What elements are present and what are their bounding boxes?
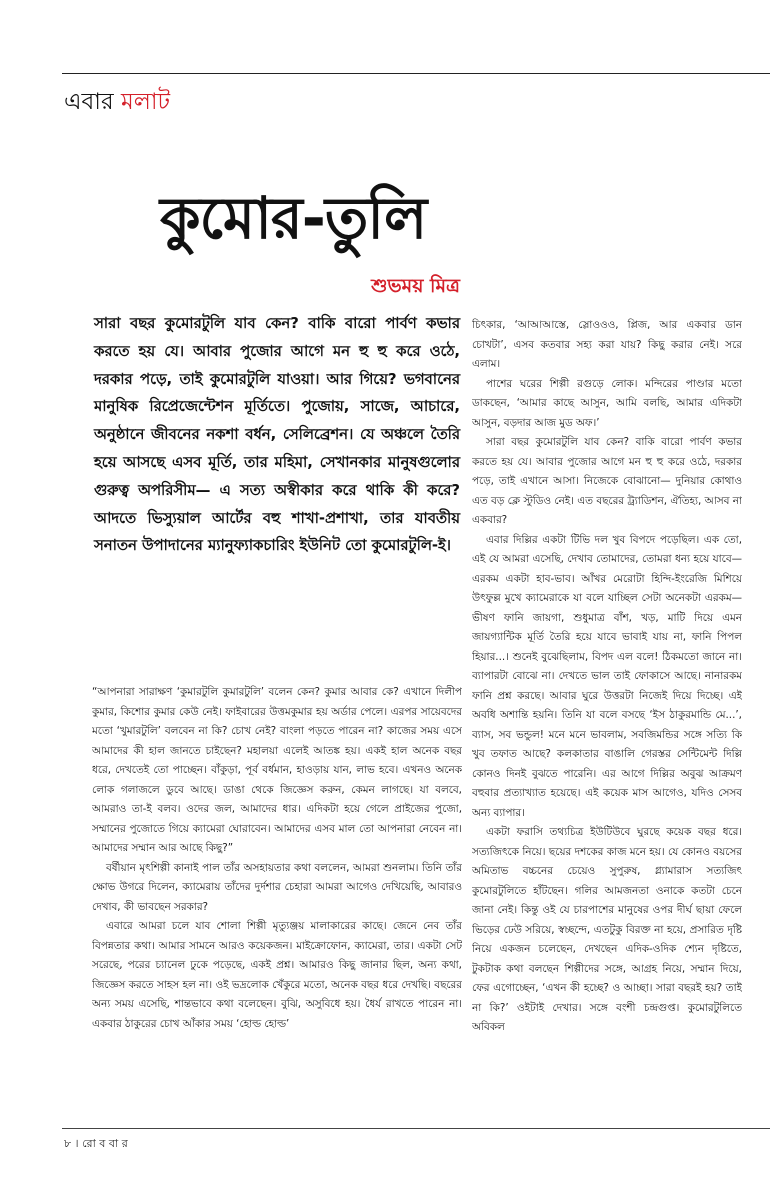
body-paragraph: এবারে আমরা চলে যাব শোলা শিল্পী মৃত্যুঞ্জয় মালাকারের কাছে। জেনে নেব তাঁর বিপন্নতার কথা। আমার সামনে আরও কয়েকজন। মাইক্রোফোন, ক্যামেরা, তার। একটা সেট সরেছে, পরের চ্যানেল ঢুকে পড়েছে, একই প্রশ্ন। আমারও কিছু জানার ছিল, অন্য কথা, জিজ্ঞেস করতে সাহস হল না। ওই ভদ্রলোক খেঁকুরে মতো, অনেক বছর ধরে দেখছি। বছরের অন্য সময় এসেছি, শান্তভাবে কথা বলেছেন। বুঝি, অসুবিধে হয়। ধৈর্য রাখতে পারেন না। একবার ঠাকুরের চোখ আঁকার সময় ‘হোল্ড হোল্ড’ bbox=[92, 920, 462, 1030]
section-label-word1: এবার bbox=[64, 89, 114, 115]
header-rule bbox=[62, 73, 770, 74]
article-title: কুমোর-তুলি bbox=[160, 184, 427, 252]
body-paragraph: পাশের ঘরের শিল্পী রগুড়ে লোক। মন্দিরের পাণ্ডার মতো ডাকছেন, ‘আমার কাছে আসুন, আমি বলছি, আমার এদিকটা আসুন, বড়দার আজ মুড অফ।’ bbox=[472, 377, 742, 429]
body-paragraph: চিৎকার, ‘আআআস্তে, স্লোওওও, প্লিজ, আর একবার ডান চোখটা’, এসব কতবার সহ্য করা যায়? কিছু করার নেই। সরে এলাম। bbox=[472, 319, 742, 370]
body-paragraph: একটা ফরাসি তথ্যচিত্র ইউটিউবে ঘুরছে কয়েক বছর ধরে। সত্যজিৎকে নিয়ে। ছয়ের দশকের কাজ মনে হয়। যে কোনও বয়সের অমিতাভ বচ্চনের চেয়েও সুপুরুষ, গ্ল্যামারাস সত্যজিৎ কুমোরটুলিতে হাঁটছেন। গলির আমজনতা ওনাকে কতটা চেনে জানা নেই। কিন্তু ওই যে চারপাশের মানুষের ওপর দীর্ঘ ছায়া ফেলে ভিড়ের ঢেউ সরিয়ে, স্বচ্ছন্দে, এতটুকু বিরক্ত না হয়ে, প্রসারিত দৃষ্টি নিয়ে একজন চলেছেন, দেখছেন এদিক-ওদিক শ্যেন দৃষ্টিতে, টুকটাক কথা বলছেন শিল্পীদের সঙ্গে, আগ্রহ নিয়ে, সম্মান দিয়ে, ফের এগোচ্ছেন, ‘এখন কী হচ্ছে? ও আচ্ছা। সারা বছরই হয়? তাই না কি?’ ওইটাই দেখার। সঙ্গে বংশী চন্দ্রগুপ্ত। কুমোরটুলিতে অবিকল bbox=[472, 826, 742, 1033]
body-paragraph: সারা বছর কুমোরটুলি যাব কেন? বাকি বারো পার্বণ কভার করতে হয় যে। আবার পুজোর আগে মন হু হু করে ওঠে, দরকার পড়ে, তাই এখানে আসা। নিজেকে বোঝানো— দুনিয়ার কোথাও এত বড় ক্লে স্টুডিও নেই। এত বছরের ট্র্যাডিশন, ঐতিহ্য, আসব না একবার? bbox=[472, 436, 742, 526]
body-paragraph: “আপনারা সারাক্ষণ ‘কুমারটুলি কুমারটুলি’ বলেন কেন? কুমার আবার কে? এখানে দিলীপ কুমার, কিশোর কুমার কেউ নেই। ফাইবারের উত্তমকুমার হয় অর্ডার পেলে। এরপর সায়েবদের মতো ‘খুমারটুলি’ বলবেন না কি? চোখ নেই? বাংলা পড়তে পারেন না? কাজের সময় এসে আমাদের কী হাল জানতে চাইছেন? মহালয়া এলেই আতঙ্ক হয়। একই হাল অনেক বছর ধরে, দেখতেই তো পাচ্ছেন। বাঁকুড়া, পূর্ব বর্ধমান, হাওড়ায় যান, লাভ হবে। এখনও অনেক লোক গলাজলে ডুবে আছে। ডাঙা থেকে জিজ্ঞেস করুন, কেমন লাগছে। যা বলবে, আমরাও তা-ই বলব। ওদের জল, আমাদের ধার। এদিকটা হয়ে গেলে প্রাইজের পুজো, সম্মানের পুজোতে গিয়ে ক্যামেরা ঘোরাবেন। আমাদের এসব মাল তো আপনারা নেবেন না। আমাদের সম্মান আর আছে কিছু?” bbox=[92, 686, 462, 854]
section-label-word2: মলাট bbox=[120, 89, 171, 115]
body-column-left bbox=[92, 683, 462, 1123]
body-paragraph: বর্ষীয়ান মৃৎশিল্পী কানাই পাল তাঁর অসহায়তার কথা বললেন, আমরা শুনলাম। তিনি তাঁর ক্ষোভ উগরে দিলেন, ক্যামেরায় তাঁদের দুর্দশার চেহারা আমরা আগেও দেখিয়েছি, আবারও দেখাব, কী ভাবছেন সরকার? bbox=[92, 861, 462, 913]
body-paragraph: এবার দিল্লির একটা টিভি দল খুব বিপদে পড়েছিল। এক তো, এই যে আমরা এসেছি, দেখাব তোমাদের, তোমরা ধন্য হয়ে যাবে— এরকম একটা হাব-ভাব। আঁখর মেরোটা হিন্দি-ইংরেজি মিশিয়ে উৎফুল্ল মুখে ক্যামেরাকে যা বলে যাচ্ছিল সেটা অনেকটা এরকম— ভীষণ ফানি জায়গা, শুধুমাত্র বাঁশ, খড়, মাটি দিয়ে এমন জায়গ্যান্টিক মূর্তি তৈরি হয়ে যাবে ভাবাই যায় না, ফানি পিপল হিয়ার...। শুনেই বুঝেছিলাম, বিপদ এল বলে! ঠিকমতো জানে না। ব্যাপারটা বোঝে না। দেখতে ভাল তাই ফোকাসে আছে। নানারকম ফানি প্রশ্ন করছে। আবার ঘুরে উত্তরটা নিজেই দিয়ে দিচ্ছে। এই অবধি অশান্তি হয়নি। তিনি যা বলে বসছে ‘ইস ঠাকুরমান্ডি মে...’, ব্যাস, সব ভন্ডুল! মনে মনে ভাবলাম, সবজিমন্ডির সঙ্গে সত্যি কি খুব তফাত আছে? কলকাতার বাঙালি গেরস্তর সেন্টিমেন্ট দিল্লি কোনও দিনই বুঝতে পারেনি। এর আগে দিল্লির অবুঝ আক্রমণ বহুবার প্রত্যাখ্যাত হয়েছে। এই কয়েক মাস আগেও, যদিও সেসব অন্য ব্যাপার। bbox=[472, 533, 742, 819]
footer-rule bbox=[62, 1128, 770, 1129]
section-label bbox=[64, 88, 170, 116]
page-number: ৮ । রো ব বা র bbox=[64, 1137, 128, 1150]
article-intro: সারা বছর কুমোরটুলি যাব কেন? বাকি বারো পার্বণ কভার করতে হয় যে। আবার পুজোর আগে মন হু হু করে ওঠে, দরকার পড়ে, তাই কুমোরটুলি যাওয়া। আর গিয়ে? ভগবানের মানুষিক রিপ্রেজেন্টেশন মূর্তিতে। পুজোয়, সাজে, আচারে, অনুষ্ঠানে জীবনের নকশা বর্ধন, সেলিব্রেশন। যে অঞ্চলে তৈরি হয়ে আসছে এসব মূর্তি, তার মহিমা, সেখানকার মানুষগুলোর গুরুত্ব অপরিসীম— এ সত্য অস্বীকার করে থাকি কী করে? আদতে ভিস্যুয়াল আর্টের বহু শাখা-প্রশাখা, তার যাবতীয় সনাতন উপাদানের ম্যানুফ্যাকচারিং ইউনিট তো কুমোরটুলি-ই। bbox=[94, 315, 460, 555]
article-author: শুভময় মিত্র bbox=[371, 275, 460, 297]
body-column-right bbox=[472, 316, 742, 1122]
